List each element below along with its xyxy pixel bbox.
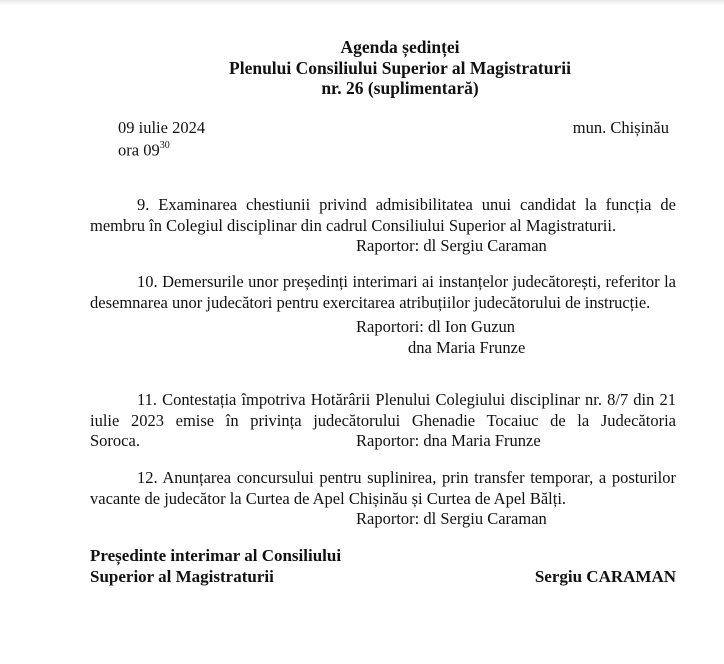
agenda-title xyxy=(0,37,724,99)
signature-position-line-1: Președinte interimar al Consiliului xyxy=(90,546,342,565)
meeting-time xyxy=(118,137,205,160)
signature-name: Sergiu CARAMAN xyxy=(534,567,676,586)
signature-position-line-2: Superior al Magistraturii xyxy=(90,567,274,586)
meeting-time-minutes: 30 xyxy=(159,140,170,151)
agenda-item-9 xyxy=(90,195,676,257)
agenda-item-11-reporter: Raportor: dna Maria Frunze xyxy=(356,431,541,450)
agenda-item-10-text: 10. Demersurile unor președinți interimari ai instanțelor judecătorești, referitor la desemnarea unor judecători pentru exercitarea atribuțiilor judecătorului de instrucție. xyxy=(90,272,676,312)
title-line-2: Plenului Consiliului Superior al Magistraturii xyxy=(229,57,571,78)
meeting-time-hour: ora 09 xyxy=(118,140,160,160)
meeting-location: mun. Chișinău xyxy=(572,118,669,137)
agenda-item-12 xyxy=(90,468,676,530)
agenda-item-11-text-tail: Soroca. xyxy=(90,431,140,450)
agenda-item-10 xyxy=(90,272,676,358)
signature-block xyxy=(90,545,676,587)
agenda-item-10-reporter-1: Raportori: dl Ion Guzun xyxy=(356,317,516,336)
agenda-item-12-line-2: vacante de judecător la Curtea de Apel Chișinău și Curtea de Apel Bălți. xyxy=(90,488,567,508)
agenda-item-9-reporter: Raportor: dl Sergiu Caraman xyxy=(356,236,547,255)
agenda-item-10-reporter-2: dna Maria Frunze xyxy=(408,337,526,357)
agenda-item-12-reporter: Raportor: dl Sergiu Caraman xyxy=(356,509,547,528)
meeting-date: 09 iulie 2024 xyxy=(118,118,206,137)
agenda-item-9-line-2: membru în Colegiul disciplinar din cadrul Consiliului Superior al Magistraturii. xyxy=(90,215,617,235)
agenda-item-9-line-1: 9. Examinarea chestiunii privind admisibilitatea unui candidat la funcția de xyxy=(137,195,676,214)
title-line-1: Agenda ședinței xyxy=(340,37,460,57)
meeting-date-time xyxy=(118,118,205,160)
agenda-item-12-line-1: 12. Anunțarea concursului pentru suplinirea, prin transfer temporar, a posturilor xyxy=(137,468,676,487)
title-line-3: nr. 26 (suplimentară) xyxy=(321,78,479,98)
agenda-item-11-text: 11. Contestația împotriva Hotărârii Plenului Colegiului disciplinar nr. 8/7 din 21 iulie 2023 emise în privința judecătorului Ghenadie Tocaiuc de la Judecătoria xyxy=(90,390,676,430)
agenda-item-11 xyxy=(90,390,676,452)
